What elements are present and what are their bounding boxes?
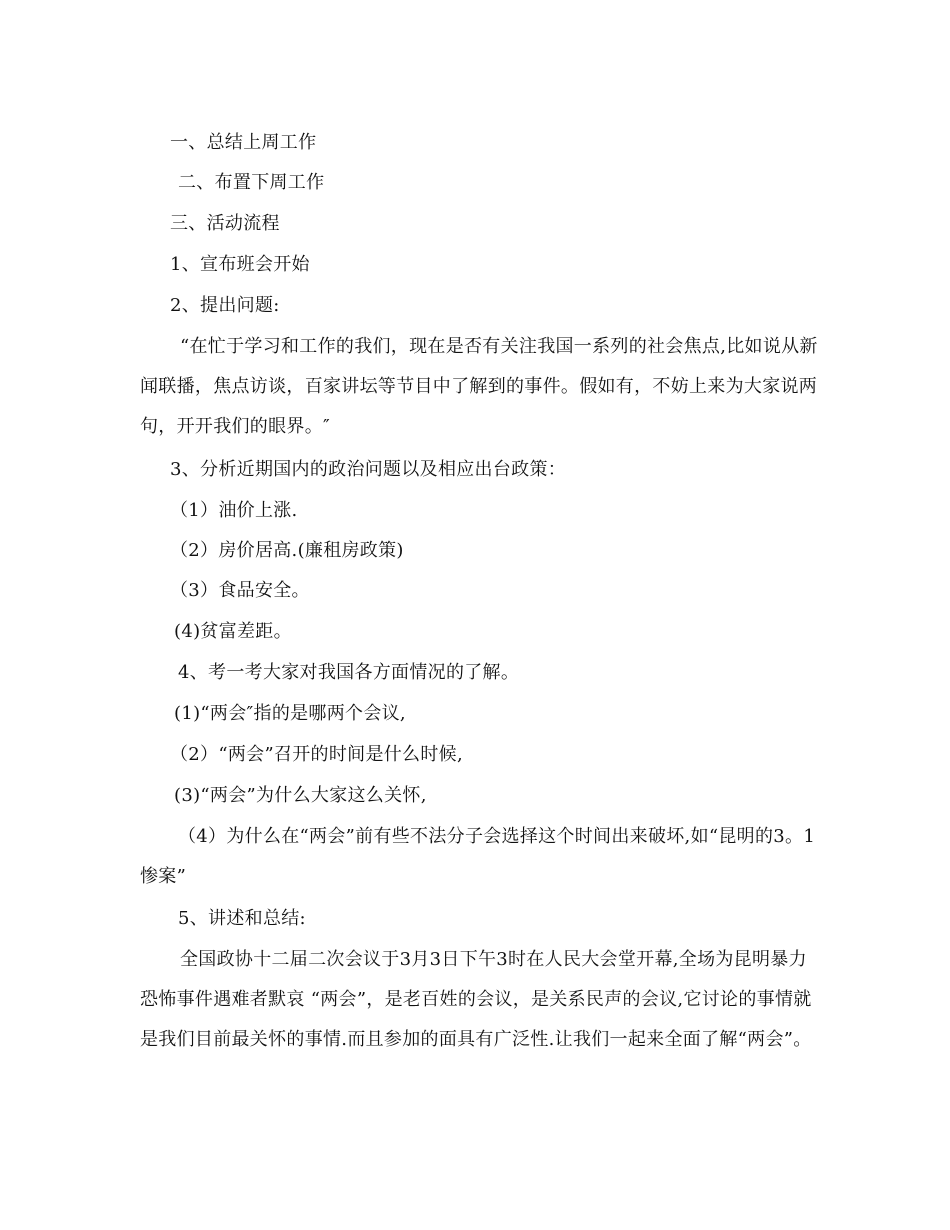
summary-paragraph: 全国政协十二届二次会议于3月3日下午3时在人民大会堂开幕,全场为昆明暴力恐怖事件遇难者默哀 “两会”，是老百姓的会议，是关系民声的会议,它讨论的事情就是我们目前最关怀的事情.而且参加的面具有广泛性.让我们一起来全面了解“两会”。 — [140, 949, 812, 1050]
quiz-question-1: (1)“两会″指的是哪两个会议, — [174, 703, 406, 724]
step-quiz: 4、考一考大家对我国各方面情况的了解。 — [178, 662, 520, 683]
step-narrate-summary: 5、讲述和总结: — [178, 908, 306, 929]
heading-activity-flow: 三、活动流程 — [170, 213, 280, 234]
step-analyze-politics: 3、分析近期国内的政治问题以及相应出台政策： — [170, 459, 567, 480]
question-paragraph: “在忙于学习和工作的我们，现在是否有关注我国一系列的社会焦点,比如说从新闻联播，焦点访谈，百家讲坛等节目中了解到的事件。假如有，不妨上来为大家说两句，开开我们的眼界。″ — [140, 336, 818, 437]
issue-housing-price: （2）房价居高.(廉租房政策) — [170, 540, 404, 561]
issue-wealth-gap: (4)贫富差距。 — [174, 621, 292, 642]
heading-plan-next-week: 二、布置下周工作 — [178, 172, 325, 193]
step-announce-start: 1、宣布班会开始 — [170, 254, 310, 275]
issue-oil-price: （1）油价上涨. — [170, 500, 298, 521]
step-raise-question: 2、提出问题: — [170, 295, 280, 316]
quiz-question-2: （2）“两会”召开的时间是什么时候, — [170, 744, 463, 765]
quiz-question-4: （4）为什么在“两会”前有些不法分子会选择这个时间出来破坏,如“昆明的3。1惨案” — [140, 826, 816, 887]
heading-summary-last-week: 一、总结上周工作 — [170, 132, 317, 153]
issue-food-safety: （3）食品安全。 — [170, 580, 310, 601]
quiz-question-3: (3)“两会”为什么大家这么关怀, — [174, 785, 427, 806]
